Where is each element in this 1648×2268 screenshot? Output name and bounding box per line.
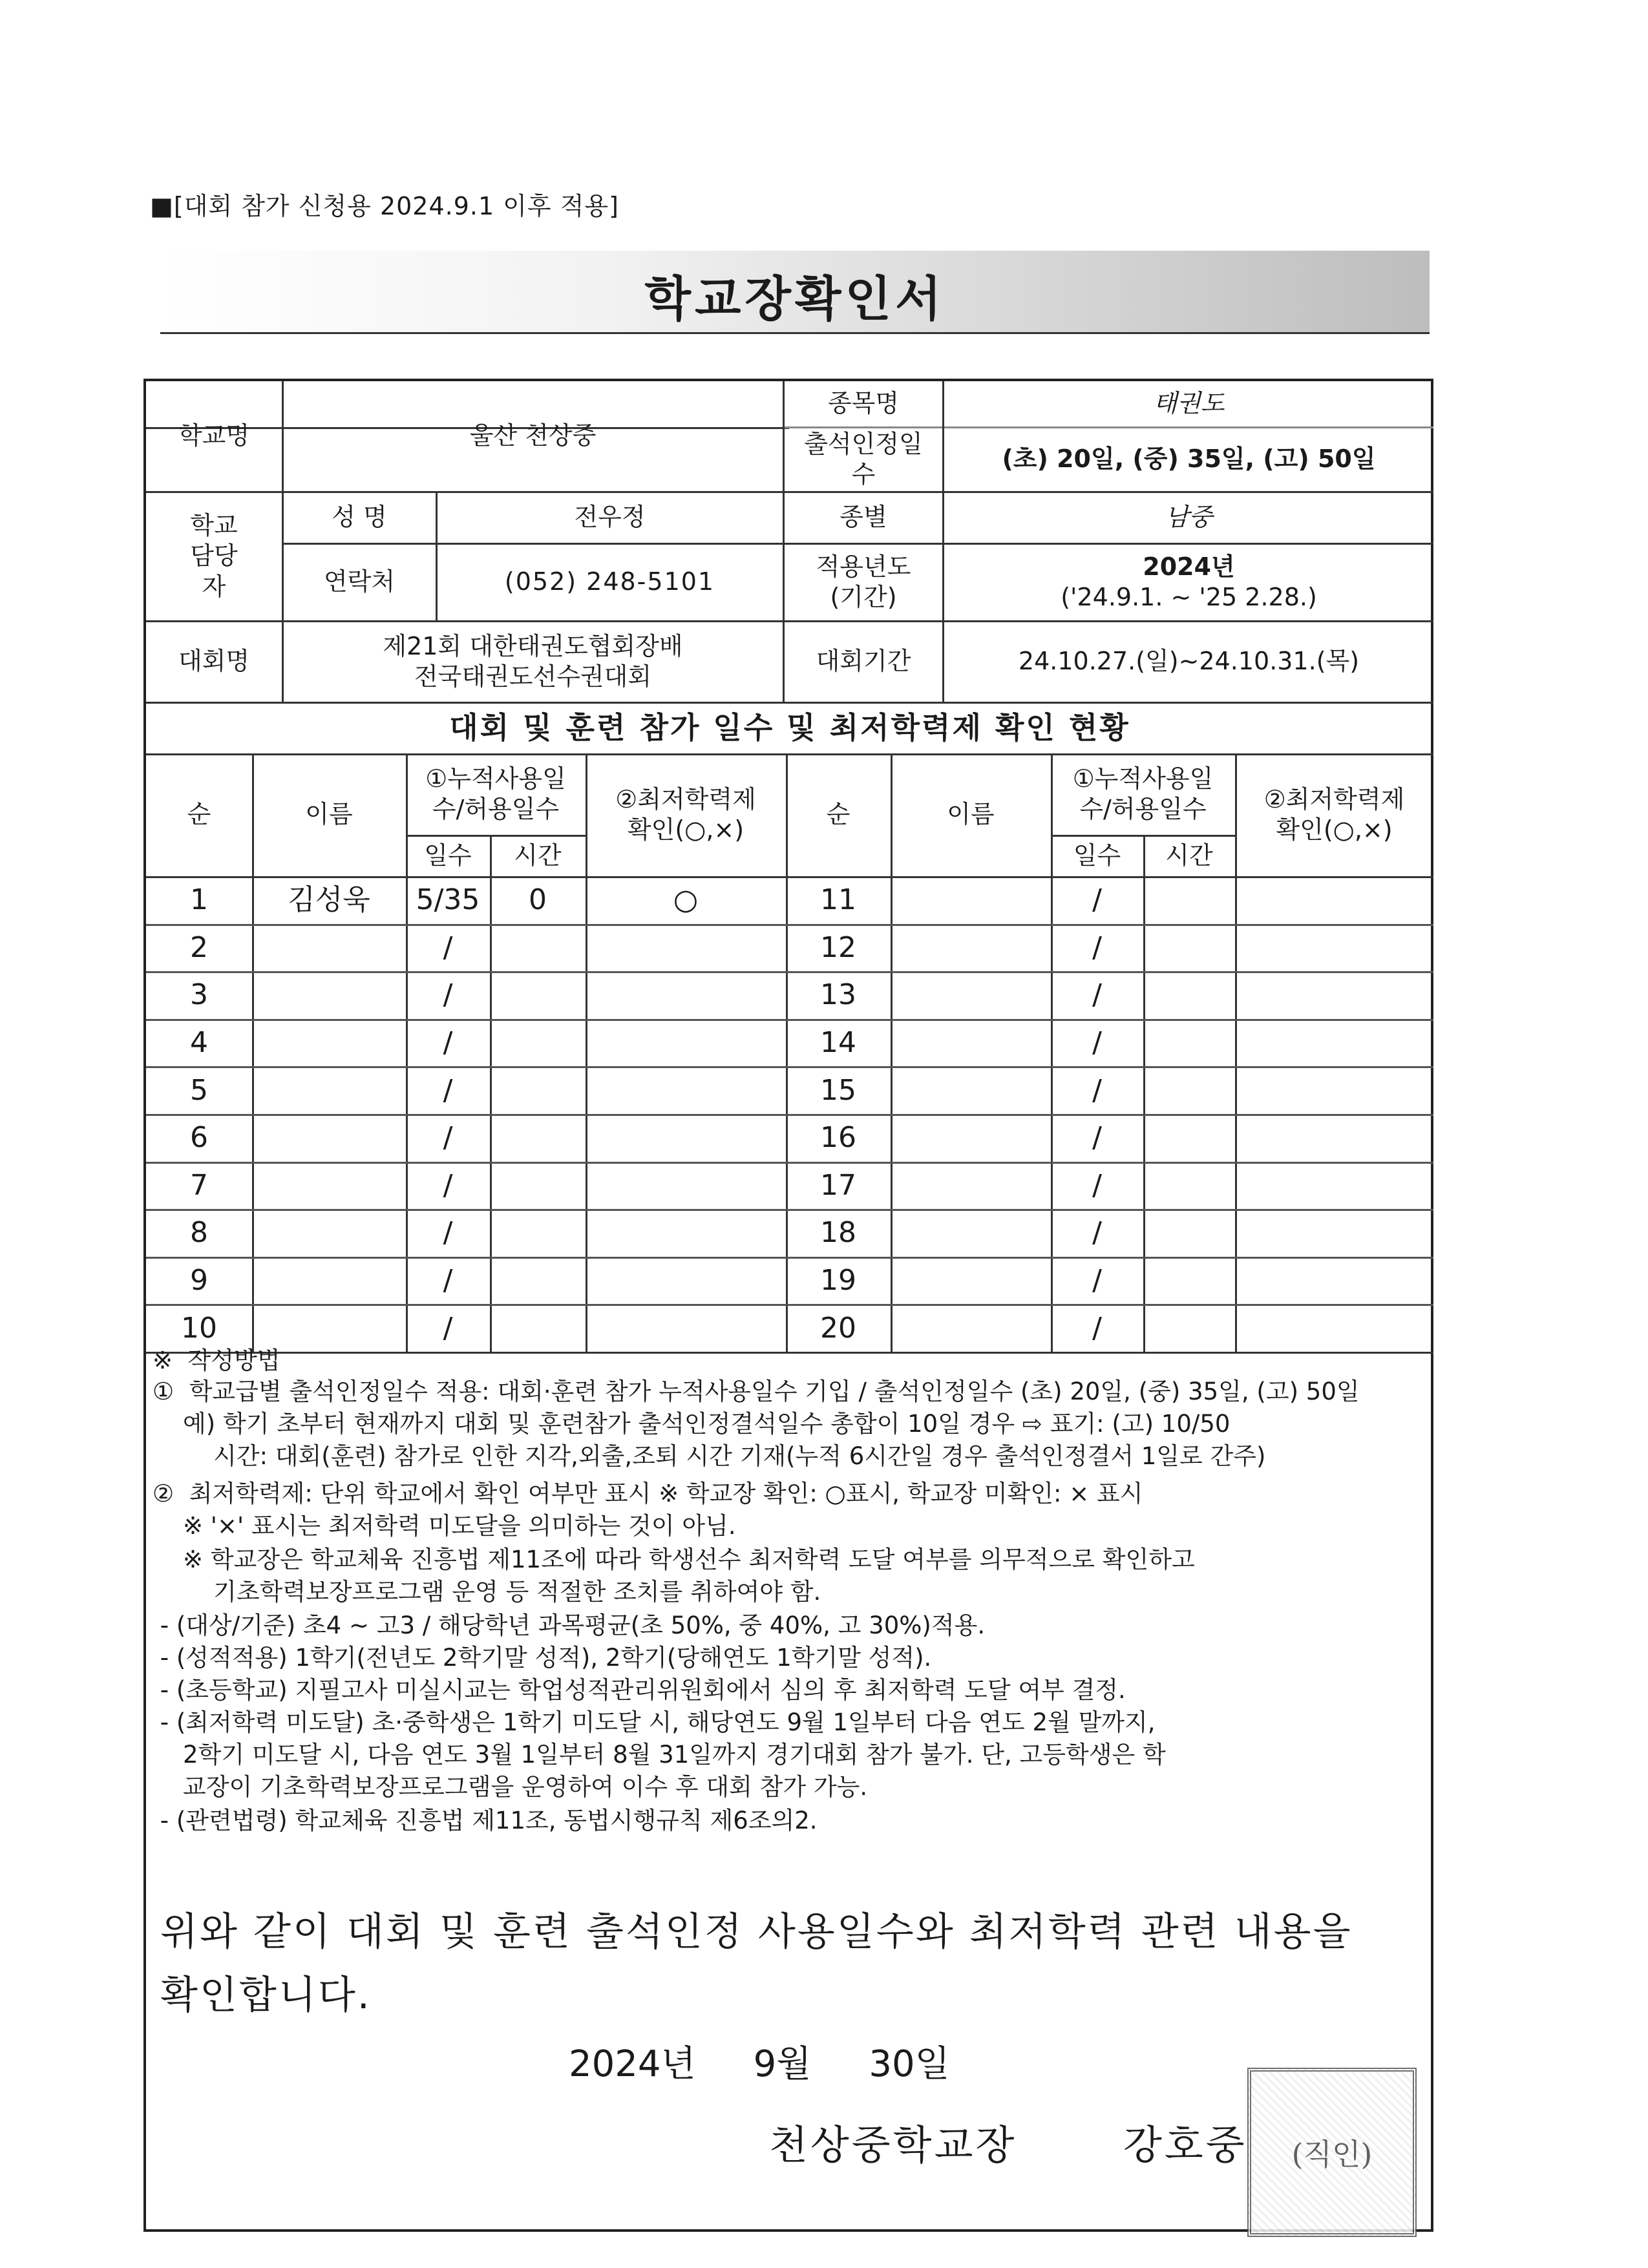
row-days: / bbox=[1092, 1264, 1102, 1297]
row-check bbox=[586, 924, 786, 972]
name-label: 성 명 bbox=[332, 503, 387, 532]
row-number: 10 bbox=[181, 1311, 217, 1345]
instruction-line: 예) 학기 초부터 현재까지 대회 및 훈련참가 출석인정결석일수 총합이 10일 경우 ⇨ 표기: (고) 10/50 bbox=[153, 1410, 1231, 1438]
confirm-text-line1: 위와 같이 대회 및 훈련 출석인정 사용일수와 최저학력 관련 내용을 bbox=[160, 1909, 1353, 1955]
row-number: 8 bbox=[190, 1216, 208, 1250]
row-number: 4 bbox=[190, 1026, 208, 1060]
competition-name-line1: 제21회 대한태권도협회장배 bbox=[383, 631, 683, 660]
instruction-line: 2학기 미도달 시, 다음 연도 3월 1일부터 8월 31일까지 경기대회 참가 불가. 단, 고등학생은 학 bbox=[153, 1741, 1166, 1769]
row-days: / bbox=[443, 1264, 453, 1297]
competition-period-value: 24.10.27.(일)~24.10.31.(목) bbox=[1018, 647, 1360, 676]
year-label: 적용년도 (기간) bbox=[816, 552, 911, 611]
official-seal bbox=[1247, 2068, 1417, 2237]
attendance-value: (초) 20일, (중) 35일, (고) 50일 bbox=[1002, 445, 1376, 474]
instruction-line: ※ 학교장은 학교체육 진흥법 제11조에 따라 학생선수 최저학력 도달 여부를 의무적으로 확인하고 bbox=[153, 1546, 1195, 1573]
row-number: 20 bbox=[820, 1311, 856, 1345]
row-number: 14 bbox=[820, 1026, 856, 1060]
row-check: ○ bbox=[673, 883, 699, 917]
row-days: 5/35 bbox=[416, 883, 480, 917]
row-hours bbox=[490, 971, 586, 1019]
instruction-line: - (최저학력 미도달) 초·중학생은 1학기 미도달 시, 해당연도 9월 1일부터 다음 연도 2월 말까지, bbox=[153, 1708, 1156, 1736]
row-name: 김성욱 bbox=[288, 883, 370, 917]
row-check bbox=[586, 1162, 786, 1210]
header-minimum-text-2: 확인(○,×) bbox=[627, 815, 745, 844]
row-days: / bbox=[1092, 883, 1102, 917]
row-number: 5 bbox=[190, 1073, 208, 1107]
row-days: / bbox=[1092, 1121, 1102, 1155]
header-cumulative-text-2: 수/허용일수 bbox=[1079, 795, 1207, 823]
row-number: 9 bbox=[190, 1264, 208, 1297]
principal-title: 천상중학교장 bbox=[769, 2121, 1017, 2168]
competition-cell bbox=[283, 622, 783, 702]
contact-value: (052) 248-5101 bbox=[504, 567, 715, 596]
instruction-line: - (성적적용) 1학기(전년도 2학기말 성적), 2학기(당해연도 1학기말 성적). bbox=[153, 1644, 932, 1672]
row-hours: 0 bbox=[529, 883, 547, 917]
form-header-note: ■[대회 참가 신청용 2024.9.1 이후 적용] bbox=[150, 192, 619, 220]
document-title: 학교장확인서 bbox=[644, 271, 945, 327]
header-minimum-text-2: 확인(○,×) bbox=[1276, 815, 1393, 844]
header-minimum-text-1: ②최저학력제 bbox=[1263, 784, 1405, 814]
row-days: / bbox=[1092, 1311, 1102, 1345]
row-days: / bbox=[443, 1311, 453, 1345]
instruction-line: - (대상/기준) 초4 ~ 고3 / 해당학년 과목평균(초 50%, 중 40%, 고 30%)적용. bbox=[153, 1612, 986, 1639]
instruction-line: ※ 작성방법 bbox=[153, 1347, 280, 1374]
header-name-left: 이름 bbox=[305, 800, 353, 829]
header-minimum-text-1: ②최저학력제 bbox=[615, 784, 756, 814]
header-cumulative-left bbox=[406, 753, 586, 835]
header-cumulative-text-1: ①누적사용일 bbox=[1072, 764, 1214, 793]
confirm-text-line2: 확인합니다. bbox=[160, 1973, 372, 2018]
row-name bbox=[252, 924, 406, 972]
row-hours bbox=[490, 1304, 586, 1352]
gender-value: 남중 bbox=[1165, 503, 1213, 532]
row-number: 6 bbox=[190, 1121, 208, 1155]
instruction-line: ※ '×' 표시는 최저학력 미도달을 의미하는 것이 아님. bbox=[153, 1512, 736, 1540]
row-check bbox=[586, 1114, 786, 1162]
instruction-line: - (관련법령) 학교체육 진흥법 제11조, 동법시행규칙 제6조의2. bbox=[153, 1807, 818, 1834]
competition-label: 대회명 bbox=[178, 647, 250, 676]
year-cell bbox=[944, 544, 1433, 620]
header-minimum-left bbox=[586, 753, 786, 876]
instruction-line: - (초등학교) 지필고사 미실시교는 학업성적관리위원회에서 심의 후 최저학력 도달 여부 결정. bbox=[153, 1676, 1126, 1704]
year-value: 2024년 bbox=[1143, 552, 1235, 581]
row-check bbox=[586, 1209, 786, 1257]
header-hours-right: 시간 bbox=[1165, 841, 1213, 870]
row-number: 13 bbox=[820, 978, 856, 1012]
row-number: 11 bbox=[820, 883, 856, 917]
table-grid-line bbox=[1143, 836, 1145, 1352]
attendance-label: 출석인정일수 bbox=[804, 429, 923, 488]
title-band bbox=[160, 251, 1430, 334]
instruction-line: 교장이 기초학력보장프로그램을 운영하여 이수 후 대회 참가 가능. bbox=[153, 1773, 868, 1801]
row-name bbox=[252, 1019, 406, 1067]
header-hours-left: 시간 bbox=[514, 841, 562, 870]
row-number: 2 bbox=[190, 930, 208, 964]
row-number: 16 bbox=[820, 1121, 856, 1155]
row-days: / bbox=[443, 1168, 453, 1202]
row-number: 1 bbox=[190, 883, 208, 917]
contact-label: 연락처 bbox=[323, 567, 396, 596]
gender-label: 종별 bbox=[840, 503, 887, 532]
section-title: 대회 및 훈련 참가 일수 및 최저학력제 확인 현황 bbox=[449, 710, 1130, 746]
row-hours bbox=[490, 1257, 586, 1305]
instruction-line: 기초학력보장프로그램 운영 등 적절한 조치를 취하여야 함. bbox=[153, 1578, 821, 1606]
header-no-right: 순 bbox=[826, 800, 850, 829]
name-value: 전우정 bbox=[574, 503, 646, 532]
row-days: / bbox=[443, 930, 453, 964]
row-name bbox=[252, 1257, 406, 1305]
row-days: / bbox=[443, 1216, 453, 1250]
row-check bbox=[586, 1066, 786, 1114]
row-hours bbox=[490, 1019, 586, 1067]
school-value: 울산 천상중 bbox=[469, 421, 597, 450]
instruction-line: 시간: 대회(훈련) 참가로 인한 지각,외출,조퇴 시간 기재(누적 6시간일 경우 출석인정결서 1일로 간주) bbox=[153, 1442, 1266, 1470]
row-hours bbox=[490, 1162, 586, 1210]
header-cumulative-right bbox=[1051, 753, 1235, 835]
row-number: 15 bbox=[820, 1073, 856, 1107]
period-value: ('24.9.1. ~ '25 2.28.) bbox=[1061, 583, 1317, 611]
header-minimum-right bbox=[1235, 753, 1433, 876]
row-number: 3 bbox=[190, 978, 208, 1012]
row-name bbox=[252, 1304, 406, 1352]
header-cumulative-text-1: ①누적사용일 bbox=[425, 764, 566, 793]
row-days: / bbox=[1092, 1168, 1102, 1202]
row-name bbox=[252, 1162, 406, 1210]
row-name bbox=[252, 1066, 406, 1114]
header-days-right: 일수 bbox=[1073, 841, 1121, 870]
row-number: 19 bbox=[820, 1264, 856, 1297]
header-days-left: 일수 bbox=[424, 841, 472, 870]
event-label: 종목명 bbox=[827, 389, 900, 418]
row-days: / bbox=[1092, 1026, 1102, 1060]
row-name bbox=[252, 971, 406, 1019]
competition-period-label: 대회기간 bbox=[816, 647, 911, 676]
row-hours bbox=[490, 1114, 586, 1162]
row-number: 12 bbox=[820, 930, 856, 964]
instruction-line: ① 학교급별 출석인정일수 적용: 대회·훈련 참가 누적사용일수 기입 / 출석인정일수 (초) 20일, (중) 35일, (고) 50일 bbox=[153, 1378, 1360, 1405]
row-days: / bbox=[443, 978, 453, 1012]
issue-date: 2024년 9월 30일 bbox=[569, 2043, 950, 2085]
row-number: 7 bbox=[190, 1168, 208, 1202]
competition-name-line2: 전국태권도선수권대회 bbox=[414, 662, 652, 691]
row-name bbox=[252, 1114, 406, 1162]
row-days: / bbox=[443, 1026, 453, 1060]
header-name-right: 이름 bbox=[947, 800, 995, 829]
row-check bbox=[586, 1304, 786, 1352]
event-value: 태권도 bbox=[1153, 389, 1225, 418]
principal-name: 강호중 bbox=[1123, 2121, 1247, 2168]
row-hours bbox=[490, 1066, 586, 1114]
row-hours bbox=[490, 924, 586, 972]
row-days: / bbox=[443, 1073, 453, 1107]
row-check bbox=[586, 1019, 786, 1067]
row-number: 18 bbox=[820, 1216, 856, 1250]
header-no-left: 순 bbox=[187, 800, 211, 829]
row-number: 17 bbox=[820, 1168, 856, 1202]
row-check bbox=[586, 1257, 786, 1305]
row-days: / bbox=[443, 1121, 453, 1155]
row-days: / bbox=[1092, 930, 1102, 964]
row-days: / bbox=[1092, 978, 1102, 1012]
seal-label: (직인) bbox=[1291, 2137, 1373, 2172]
row-check bbox=[586, 971, 786, 1019]
row-days: / bbox=[1092, 1073, 1102, 1107]
manager-label: 학교 담당자 bbox=[190, 510, 238, 601]
header-cumulative-text-2: 수/허용일수 bbox=[432, 795, 560, 823]
school-label: 학교명 bbox=[178, 421, 250, 450]
row-days: / bbox=[1092, 1216, 1102, 1250]
row-name bbox=[252, 1209, 406, 1257]
instruction-line: ② 최저학력제: 단위 학교에서 확인 여부만 표시 ※ 학교장 확인: ○표시, 학교장 미확인: × 표시 bbox=[153, 1480, 1143, 1507]
row-hours bbox=[490, 1209, 586, 1257]
